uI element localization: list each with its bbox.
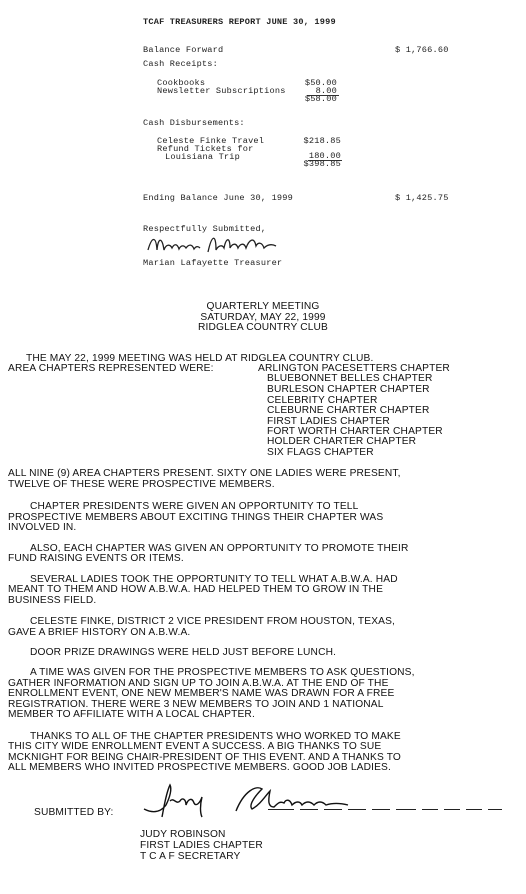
paragraph-line: GAVE A BRIEF HISTORY ON A.B.W.A. bbox=[8, 627, 191, 638]
paragraph-line: ALSO, EACH CHAPTER WAS GIVEN AN OPPORTUNITY TO PROMOTE THEIR bbox=[30, 543, 409, 554]
paragraph-line: ALL MEMBERS WHO INVITED PROSPECTIVE MEMBERS. GOOD JOB LADIES. bbox=[8, 762, 391, 773]
paragraph-line: DOOR PRIZE DRAWINGS WERE HELD JUST BEFORE LUNCH. bbox=[30, 647, 337, 658]
chapter-item: CLEBURNE CHARTER CHAPTER bbox=[267, 405, 430, 416]
report-header: TCAF TREASURERS REPORT JUNE 30, 1999 bbox=[143, 17, 336, 27]
paragraph-line: GATHER INFORMATION AND SIGN UP TO JOIN A.B.W.A. AT THE END OF THE bbox=[8, 678, 389, 689]
meeting-title-line: RIDGLEA COUNTRY CLUB bbox=[198, 322, 328, 333]
paragraph-line: THANKS TO ALL OF THE CHAPTER PRESIDENTS WHO WORKED TO MAKE bbox=[30, 731, 401, 742]
receipt-item-label: Newsletter Subscriptions bbox=[157, 86, 286, 96]
submitted-label: SUBMITTED BY: bbox=[34, 807, 114, 818]
disbursement-item-label: Louisiana Trip bbox=[165, 152, 240, 162]
paragraph-line: ALL NINE (9) AREA CHAPTERS PRESENT. SIXTY ONE LADIES WERE PRESENT, bbox=[8, 468, 401, 479]
signature-dash bbox=[372, 809, 390, 810]
closing-line: Respectfully Submitted, bbox=[143, 224, 267, 234]
signer-line: T C A F SECRETARY bbox=[140, 851, 241, 862]
chapter-item: BLUEBONNET BELLES CHAPTER bbox=[267, 373, 433, 384]
signature-dash bbox=[422, 809, 438, 810]
paragraph-line: PROSPECTIVE MEMBERS ABOUT EXCITING THINGS THEIR CHAPTER WAS bbox=[8, 512, 384, 523]
paragraph-line: CHAPTER PRESIDENTS WERE GIVEN AN OPPORTUNITY TO TELL bbox=[30, 501, 359, 512]
paragraph-line: REGISTRATION. THERE WERE 3 NEW MEMBERS TO JOIN AND 1 NATIONAL bbox=[8, 699, 384, 710]
paragraph-line: THIS CITY WIDE ENROLLMENT EVENT A SUCCESS. A BIG THANKS TO SUE bbox=[8, 741, 382, 752]
signer-line: JUDY ROBINSON bbox=[140, 829, 226, 840]
balance-forward-label: Balance Forward bbox=[143, 45, 224, 55]
paragraph-line: TWELVE OF THESE WERE PROSPECTIVE MEMBERS. bbox=[8, 479, 275, 490]
signature-dash bbox=[466, 809, 482, 810]
signature-dash bbox=[268, 809, 294, 810]
intro-line: AREA CHAPTERS REPRESENTED WERE: bbox=[8, 363, 214, 374]
disbursements-label: Cash Disbursements: bbox=[143, 118, 245, 128]
ending-balance-value: $ 1,425.75 bbox=[395, 193, 449, 203]
balance-forward-value: $ 1,766.60 bbox=[395, 45, 449, 55]
treasurer-signature bbox=[146, 230, 286, 260]
meeting-title-line: QUARTERLY MEETING bbox=[206, 301, 320, 312]
receipt-item-value: $50.00 bbox=[304, 78, 337, 88]
signer-line: FIRST LADIES CHAPTER bbox=[140, 840, 263, 851]
chapter-item: SIX FLAGS CHAPTER bbox=[267, 447, 374, 458]
signer-line: Marian Lafayette Treasurer bbox=[143, 258, 283, 268]
intro-line: THE MAY 22, 1999 MEETING WAS HELD AT RIDGLEA COUNTRY CLUB. bbox=[26, 353, 374, 364]
signature-dash bbox=[300, 809, 318, 810]
disbursement-item-value: 180.00 bbox=[308, 151, 341, 161]
receipt-item-value: 8.00 bbox=[315, 86, 337, 96]
disbursement-item-label: Celeste Finke Travel bbox=[157, 136, 265, 146]
disbursement-item-value: $218.85 bbox=[303, 136, 341, 146]
paragraph-line: ENROLLMENT EVENT, ONE NEW MEMBER'S NAME WAS DRAWN FOR A FREE bbox=[8, 688, 395, 699]
chapter-item: FORT WORTH CHARTER CHAPTER bbox=[267, 426, 443, 437]
paragraph-line: CELESTE FINKE, DISTRICT 2 VICE PRESIDENT FROM HOUSTON, TEXAS, bbox=[30, 616, 396, 627]
paragraph-line: INVOLVED IN. bbox=[8, 522, 77, 533]
disbursement-item-label: Refund Tickets for bbox=[157, 144, 254, 154]
meeting-title-line: SATURDAY, MAY 22, 1999 bbox=[200, 312, 326, 323]
paragraph-line: SEVERAL LADIES TOOK THE OPPORTUNITY TO TELL WHAT A.B.W.A. HAD bbox=[30, 574, 398, 585]
signature-dash bbox=[488, 809, 502, 810]
receipt-item-label: Cookbooks bbox=[157, 78, 206, 88]
paragraph-line: MCKNIGHT FOR BEING CHAIR-PRESIDENT OF THIS EVENT. AND A THANKS TO bbox=[8, 752, 401, 763]
chapter-item: ARLINGTON PACESETTERS CHAPTER bbox=[258, 363, 450, 374]
receipts-total: $58.00 bbox=[304, 94, 337, 104]
secretary-signature bbox=[140, 783, 390, 819]
cash-receipts-label: Cash Receipts: bbox=[143, 59, 218, 69]
signature-dash bbox=[444, 809, 460, 810]
paragraph-line: A TIME WAS GIVEN FOR THE PROSPECTIVE MEMBERS TO ASK QUESTIONS, bbox=[30, 667, 415, 678]
signature-dash bbox=[348, 809, 366, 810]
paragraph-line: FUND RAISING EVENTS OR ITEMS. bbox=[8, 553, 184, 564]
chapter-item: HOLDER CHARTER CHAPTER bbox=[267, 436, 417, 447]
chapter-item: FIRST LADIES CHAPTER bbox=[267, 416, 390, 427]
paragraph-line: MEANT TO THEM AND HOW A.B.W.A. HAD HELPED THEM TO GROW IN THE bbox=[8, 584, 384, 595]
chapter-item: BURLESON CHAPTER CHAPTER bbox=[267, 384, 430, 395]
ending-balance-label: Ending Balance June 30, 1999 bbox=[143, 193, 293, 203]
paragraph-line: MEMBER TO AFFILIATE WITH A LOCAL CHAPTER. bbox=[8, 709, 255, 720]
paragraph-line: BUSINESS FIELD. bbox=[8, 595, 97, 606]
signature-dash bbox=[396, 809, 416, 810]
disbursements-total: $398.85 bbox=[303, 159, 341, 169]
chapter-item: CELEBRITY CHAPTER bbox=[267, 395, 378, 406]
signature-dash bbox=[324, 809, 342, 810]
